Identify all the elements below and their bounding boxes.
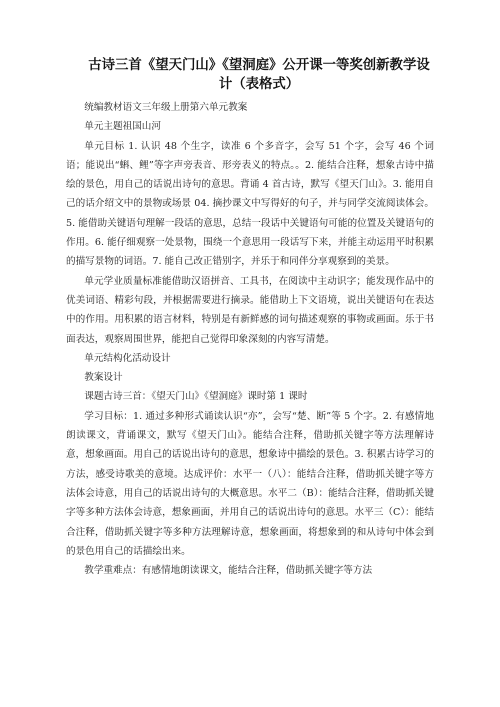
lesson-topic-line: 课题古诗三首：《望天门山》《望洞庭》课时第 1 课时 bbox=[84, 391, 308, 403]
key-points-paragraph: 教学重难点：有感情地朗读课文，能结合注释，借助抓关键字等方法 bbox=[84, 565, 373, 577]
document-title: 古诗三首《望天门山》《望洞庭》公开课一等奖创新教学设计（表格式） bbox=[88, 58, 430, 92]
learning-goals-paragraph: 学习目标：1. 通过多种形式诵读认识“亦”，会写“楚、断”等 5 个字。2. 有感情地朗读课文，背诵课文，默写《望天门山》。能结合注释，借助抓关键字等方法理解诗意，想象画面。用自己的话说出诗句的意思，想象诗中描绘的景色。3. 积累古诗学习的方法，感受诗歌美的意境。达成评价：水平一（八）：能结合注释，借助抓关键字等方法体会诗意，用自己的话说出诗句的大概意思。水平二（B）：能结合注释，借助抓关键字等多种方法体会诗意，想象画面，并用自己的话说出诗句的意思。水平三（C）：能结合注释，借助抓关键字等多种方法理解诗意，想象画面，将想象到的和从诗句中体会到的景色用自己的话描绘出来。 bbox=[66, 410, 434, 557]
unit-design-line: 单元结构化活动设计 bbox=[84, 352, 171, 364]
lesson-design-line: 教案设计 bbox=[84, 372, 123, 384]
unit-goals-paragraph: 单元目标 1. 认识 48 个生字，读准 6 个多音字，会写 51 个字，会写 46 个词语；能说出“蝌、鲤”等字声旁表音、形旁表义的特点。。2. 能结合注释，想象古诗中描绘的景色，用自己的话说出诗句的意思。背诵 4 首古诗，默写《望天门山》。3. 能用自己的话介绍文中的景物或场景 04. 摘抄课文中写得好的句子，并与同学交流阅读体会。5. 能借助关键语句理解一段话的意思，总结一段话中关键语句可能的位置及关键语句的作用。6. 能仔细观察一处景物，围绕一个意思用一段话写下来，并能主动运用平时积累的描写景物的词语。7. 能自己改正错别字，并乐于和同伴分享观察到的美景。 bbox=[66, 140, 434, 268]
textbook-line: 统编教材语文三年级上册第六单元教案 bbox=[84, 102, 248, 113]
unit-theme-line: 单元主题祖国山河 bbox=[84, 121, 161, 133]
unit-standards-paragraph: 单元学业质量标准能借助汉语拼音、工具书，在阅读中主动识字；能发现作品中的优美词语、精彩句段，并根据需要进行摘录。能借助上下文语境，说出关键语句在表达中的作用。用积累的语言材料，特别是有新鲜感的词句描述观察的事物或画面。乐于书面表达，观察周围世界，能把自己觉得印象深刻的内容写清楚。 bbox=[66, 275, 434, 345]
